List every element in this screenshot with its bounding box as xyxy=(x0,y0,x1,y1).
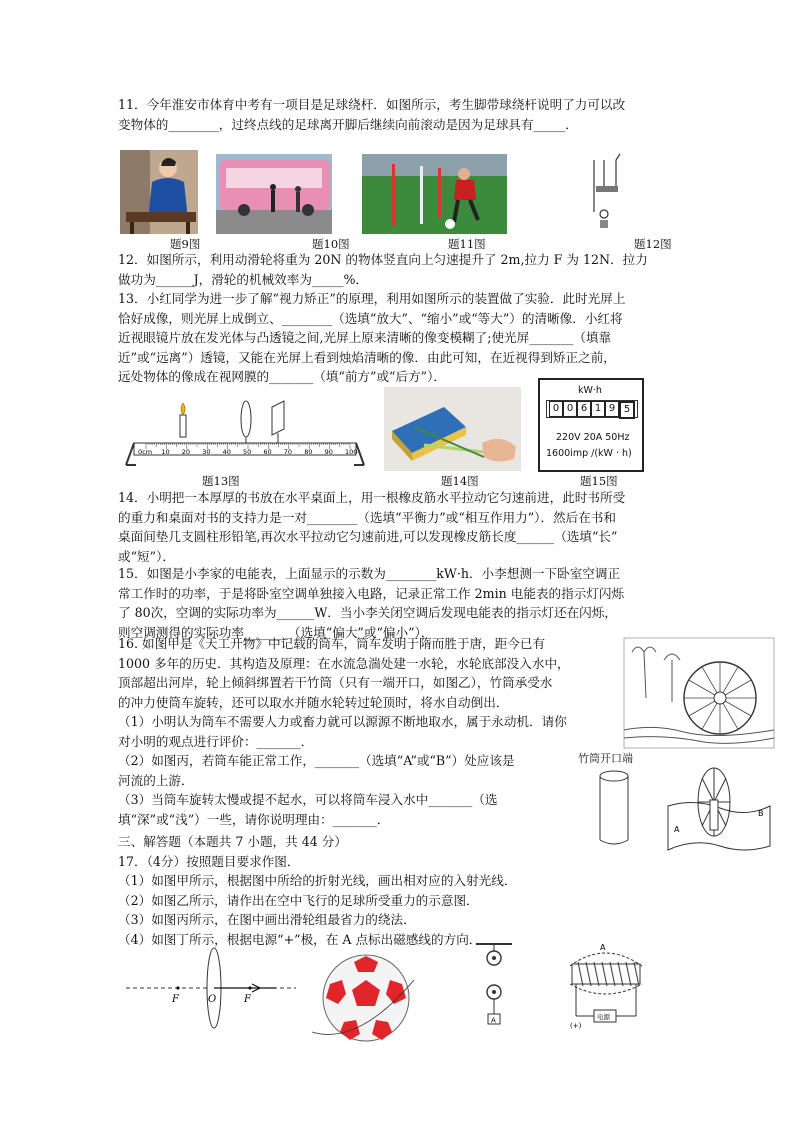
question-12 xyxy=(118,250,678,289)
q11-line: 11．今年淮安市体育中考有一项目是足球绕杆．如图所示，考生脚带球绕杆说明了力可以改 xyxy=(118,97,626,112)
question-11 xyxy=(118,95,678,134)
question-16 xyxy=(118,634,638,829)
meter-digit: 9 xyxy=(605,401,619,417)
caption-fig12: 题12图 xyxy=(634,237,672,251)
power-source-label: 电源 xyxy=(597,1013,610,1021)
q13-line: 恰好成像，则光屏上成倒立、________（选填“放大”、“缩小”或“等大”）的清晰像．小红将 xyxy=(118,310,623,326)
ruler-label: 0cm xyxy=(138,448,153,456)
figure-9-photo xyxy=(120,150,198,234)
coil-point-a: A xyxy=(600,943,606,952)
q13-line: 远处物体的像成在视网膜的_______（填“前方”或“后方”）． xyxy=(118,369,447,384)
ruler-label: 40 xyxy=(222,448,231,456)
q15-line: 则空调测得的实际功率_______（选填“偏大”或“偏小”）． xyxy=(118,624,434,640)
q16-line: （3）当筒车旋转太慢或提不起水，可以将筒车浸入水中_______（选 xyxy=(118,792,498,807)
diagram-soccer-ball xyxy=(318,950,414,1046)
q17-item: （3）如图丙所示，在图中画出滑轮组最省力的绕法． xyxy=(118,912,416,927)
q14-line: 的重力和桌面对书的支持力是一对________（选填“平衡力”或“相互作用力”）．然后在书和 xyxy=(118,509,617,525)
ruler-label: 30 xyxy=(202,448,211,456)
q17-item: （1）如图甲所示，根据图中所给的折射光线，画出相对应的入射光线． xyxy=(118,873,517,888)
ruler-label: 100 xyxy=(345,448,358,456)
meter-digit: 0 xyxy=(549,401,563,417)
figure-16-wheel-in-river xyxy=(664,746,774,856)
caption-fig11: 题11图 xyxy=(448,237,486,251)
section-3-title: 三、解答题（本题共 7 小题，共 44 分） xyxy=(118,834,347,849)
figure-11-photo xyxy=(362,154,507,234)
diagram-pulley-system xyxy=(474,942,514,1026)
meter-digit: 5 xyxy=(619,401,635,419)
meter-digit: 6 xyxy=(577,401,591,417)
meter-display xyxy=(546,400,638,418)
meter-unit: kW·h xyxy=(578,385,602,396)
q13-line: 近”或“远离”）透镜，又能在光屏上看到烛焰清晰的像．由此可知，在近视得到矫正之前， xyxy=(118,349,616,365)
q17-item: （2）如图乙所示，请作出在空中飞行的足球所受重力的示意图． xyxy=(118,892,479,908)
q11-line: 变物体的________，过终点线的足球离开脚后继续向前滚动是因为足球具有_____． xyxy=(118,116,578,132)
q14-line: 桌面间垫几支圆柱形铅笔,再次水平拉动它匀速前进,可以发现橡皮筋长度______（选填“长” xyxy=(118,529,618,544)
ruler-label: 20 xyxy=(181,448,191,456)
ruler-label: 70 xyxy=(283,448,293,456)
q15-line: 15．如图是小李家的电能表，上面显示的示数为________kW·h．小李想测一下卧室空调正 xyxy=(118,566,621,581)
q16-line: 的冲力使筒车旋转，还可以取水并随水轮转过轮顶时，将水自动倒出． xyxy=(118,694,509,710)
caption-fig15: 题15图 xyxy=(580,474,618,488)
ruler-label: 90 xyxy=(324,448,333,456)
q16-line: （1）小明认为筒车不需要人力或畜力就可以源源不断地取水，属于永动机．请你 xyxy=(118,714,567,729)
ruler-label: 10 xyxy=(161,448,170,456)
ruler-label: 80 xyxy=(304,448,313,456)
q17-item: （4）如图丁所示，根据电源“+”极，在 A 点标出磁感线的方向． xyxy=(118,931,482,947)
caption-fig13: 题13图 xyxy=(202,474,240,488)
meter-digit: 1 xyxy=(591,401,605,417)
pulley-load-label: A xyxy=(491,1016,496,1025)
caption-fig10: 题10图 xyxy=(312,237,350,251)
ruler-label: 60 xyxy=(263,448,272,456)
lens-o: O xyxy=(208,994,217,1005)
lens-f-right: F xyxy=(244,994,251,1005)
figure-13-optical-bench xyxy=(124,397,364,467)
q15-line: 常工作时的功率，于是将卧室空调单独接入电路，记录正常工作 2min 电能表的指示灯闪烁 xyxy=(118,585,625,601)
q17-head: 17．（4分）按照题目要求作图． xyxy=(118,853,300,869)
q16-line: 1000 多年的历史．其构造及原理：在水流急湍处建一水轮，水轮底部没入水中， xyxy=(118,655,570,671)
q16-line: （2）如图丙，若筒车能正常工作，_______（选填“A”或“B”）处应该是 xyxy=(118,753,515,768)
figure-16-water-wheel xyxy=(624,638,774,748)
question-13 xyxy=(118,289,678,387)
q12-line: 12．如图所示，利用动滑轮将重为 20N 的物体竖直向上匀速提升了 2m,拉力 F 为 12N．拉力 xyxy=(118,252,648,267)
q13-line: 近视眼镜片放在发光体与凸透镜之间,光屏上原来清晰的像变模糊了;使光屏_______（填靠 xyxy=(118,330,612,345)
q15-line: 了 80次，空调的实际功率为______W．当小李关闭空调后发现电能表的指示灯还在闪烁， xyxy=(118,605,617,620)
caption-fig14: 题14图 xyxy=(441,474,479,488)
question-15 xyxy=(118,564,678,642)
q14-line: 或“短”）． xyxy=(118,548,175,564)
q13-line: 13．小红同学为进一步了解“视力矫正”的原理，利用如图所示的装置做了实验．此时光屏上 xyxy=(118,291,626,306)
q16-line: 河流的上游． xyxy=(118,772,194,788)
meter-imp: 1600imp /(kW · h) xyxy=(546,448,632,459)
power-plus-label: (+) xyxy=(570,1022,582,1030)
meter-spec: 220V 20A 50Hz xyxy=(556,432,630,443)
diagram-solenoid xyxy=(550,940,660,1030)
q16-line: 对小明的观点进行评价：_______． xyxy=(118,733,314,749)
q16-line: 顶部超出河岸，轮上倾斜绑置若干竹筒（只有一端开口，如图乙），竹筒承受水 xyxy=(118,675,553,690)
q16-line: 填“深”或“浅”）一些，请你说明理由：_______． xyxy=(118,811,390,827)
diagram-lens xyxy=(126,946,296,1036)
section-3 xyxy=(118,832,678,949)
figure-10-photo xyxy=(216,154,332,234)
figure-12-pulley xyxy=(584,160,624,240)
lens-f-left: F xyxy=(172,994,179,1005)
figure-15-energy-meter xyxy=(538,378,644,472)
q16-line: 16. 如图甲是《天工开物》中记载的筒车，筒车发明于隋而胜于唐，距今已有 xyxy=(118,636,546,651)
q12-line: 做功为______J，滑轮的机械效率为_____%． xyxy=(118,271,368,287)
wheel-label-b: B xyxy=(758,809,764,818)
meter-digit: 0 xyxy=(563,401,577,417)
q14-line: 14．小明把一本厚厚的书放在水平桌面上，用一根橡皮筋水平拉动它匀速前进，此时书所受 xyxy=(118,490,626,505)
caption-fig9: 题9图 xyxy=(170,237,201,251)
figure-14-photo xyxy=(384,387,521,471)
question-14 xyxy=(118,488,678,566)
wheel-label-a: A xyxy=(674,825,680,834)
ruler-label: 50 xyxy=(243,448,252,456)
tube-label: 竹筒开口端 xyxy=(578,752,633,765)
